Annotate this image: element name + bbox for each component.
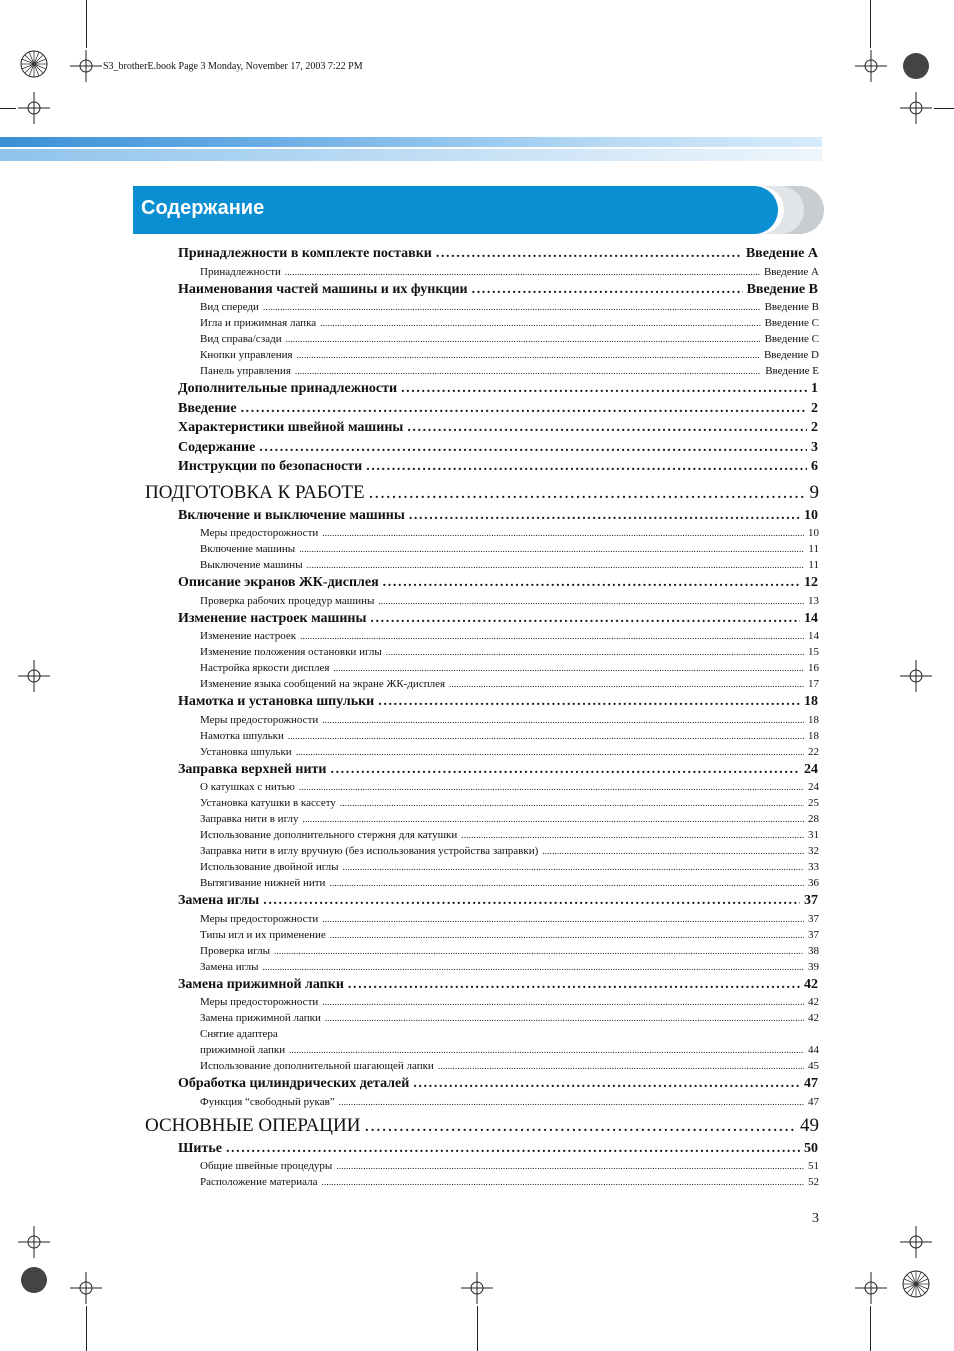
toc-leader-dots bbox=[409, 506, 800, 526]
header-band bbox=[0, 137, 822, 161]
toc-leader-dots bbox=[340, 795, 804, 811]
toc-entry[interactable] bbox=[200, 299, 819, 315]
toc-title: Включение и выключение машины bbox=[178, 507, 405, 523]
toc-title: Выключение машины bbox=[200, 559, 303, 571]
toc-title: Установка катушки в кассету bbox=[200, 797, 336, 809]
toc-page: 22 bbox=[808, 745, 819, 758]
toc-page: 3 bbox=[811, 439, 818, 455]
toc-leader-dots bbox=[339, 1094, 804, 1110]
toc-page: 42 bbox=[808, 1012, 819, 1024]
toc-section[interactable] bbox=[178, 244, 819, 264]
toc-entry[interactable] bbox=[200, 676, 819, 692]
toc-leader-dots bbox=[333, 660, 804, 676]
toc-entry[interactable] bbox=[200, 1010, 819, 1026]
toc-page: 51 bbox=[808, 1160, 819, 1172]
toc-leader-dots bbox=[322, 911, 804, 927]
crosshair-mark-icon bbox=[855, 50, 887, 82]
toc-section[interactable] bbox=[178, 891, 819, 911]
registration-mark-icon bbox=[18, 48, 50, 80]
toc-entry[interactable] bbox=[200, 331, 819, 347]
toc-title: Панель управления bbox=[200, 365, 291, 377]
toc-title: Меры предосторожности bbox=[200, 713, 319, 726]
toc-page: 50 bbox=[804, 1140, 818, 1156]
toc-title: Содержание bbox=[178, 439, 256, 455]
toc-entry[interactable] bbox=[200, 811, 819, 827]
title-decoration bbox=[760, 186, 824, 234]
toc-title: Игла и прижимная лапка bbox=[200, 317, 317, 329]
toc-title: Шитье bbox=[178, 1140, 222, 1156]
toc-page: Введение B bbox=[746, 281, 818, 297]
toc-page: Введение C bbox=[764, 317, 819, 329]
toc-leader-dots bbox=[296, 744, 804, 760]
crop-line bbox=[477, 1306, 478, 1351]
toc-entry[interactable] bbox=[200, 728, 819, 744]
toc-title: Намотка и установка шпульки bbox=[178, 694, 375, 709]
toc-title: Принадлежности в комплекте поставки bbox=[178, 246, 432, 261]
toc-entry[interactable] bbox=[200, 557, 819, 573]
toc-leader-dots bbox=[322, 1174, 805, 1190]
toc-section[interactable] bbox=[178, 609, 819, 629]
toc-title: Изменение положения остановки иглы bbox=[200, 646, 382, 658]
toc-entry[interactable] bbox=[200, 1174, 819, 1190]
toc-title: Меры предосторожности bbox=[200, 912, 319, 925]
toc-entry[interactable] bbox=[200, 911, 819, 927]
toc-page: 9 bbox=[809, 481, 819, 503]
toc-page: 2 bbox=[811, 400, 818, 416]
toc-leader-dots bbox=[299, 541, 804, 557]
toc-leader-dots bbox=[336, 1158, 804, 1174]
toc-leader-dots bbox=[449, 676, 804, 692]
toc-leader-dots bbox=[289, 1042, 804, 1058]
toc-entry[interactable] bbox=[200, 525, 819, 541]
toc-entry[interactable] bbox=[200, 644, 819, 660]
toc-leader-dots bbox=[413, 1074, 800, 1094]
toc-leader-dots bbox=[307, 557, 805, 573]
toc-section[interactable] bbox=[178, 457, 819, 477]
toc-leader-dots bbox=[297, 347, 760, 363]
toc-section[interactable] bbox=[178, 1139, 819, 1159]
crosshair-mark-icon bbox=[900, 92, 932, 124]
toc-entry[interactable] bbox=[200, 943, 819, 959]
toc-entry[interactable] bbox=[200, 593, 819, 609]
toc-page: 44 bbox=[808, 1044, 819, 1056]
toc-title: Вид справа/сзади bbox=[200, 333, 282, 345]
toc-page: 28 bbox=[808, 813, 819, 825]
toc-title: Установка шпульки bbox=[200, 745, 292, 758]
toc-page: 18 bbox=[808, 713, 819, 726]
toc-leader-dots bbox=[330, 760, 800, 780]
toc-section[interactable] bbox=[178, 280, 819, 300]
toc-title: ОСНОВНЫЕ ОПЕРАЦИИ bbox=[145, 1114, 361, 1136]
toc-title: Кнопки управления bbox=[200, 349, 293, 361]
toc-entry[interactable] bbox=[200, 264, 819, 280]
toc-title: О катушках с нитью bbox=[200, 781, 295, 793]
toc-page: 32 bbox=[808, 845, 819, 857]
crop-line bbox=[934, 108, 954, 109]
toc-page: 11 bbox=[808, 543, 819, 555]
toc-page: 49 bbox=[800, 1114, 819, 1136]
crop-line bbox=[870, 1306, 871, 1351]
toc-entry[interactable] bbox=[200, 744, 819, 760]
toc-page: Введение E bbox=[765, 365, 819, 377]
toc-entry[interactable] bbox=[200, 795, 819, 811]
toc-leader-dots bbox=[348, 975, 800, 995]
toc-page: 18 bbox=[808, 729, 819, 742]
toc-leader-dots bbox=[274, 943, 804, 959]
toc-leader-dots bbox=[226, 1139, 800, 1159]
toc-leader-dots bbox=[330, 927, 804, 943]
table-of-contents bbox=[145, 244, 819, 1190]
toc-page: 16 bbox=[808, 662, 819, 674]
toc-title: Включение машины bbox=[200, 543, 296, 555]
toc-entry[interactable] bbox=[200, 712, 819, 728]
toc-page: 37 bbox=[808, 928, 819, 941]
toc-section[interactable] bbox=[178, 399, 819, 419]
toc-entry[interactable] bbox=[200, 628, 819, 644]
toc-leader-dots bbox=[343, 859, 804, 875]
crosshair-mark-icon bbox=[70, 50, 102, 82]
toc-page: 47 bbox=[804, 1076, 818, 1091]
toc-page: 24 bbox=[808, 781, 819, 793]
toc-title: Наименования частей машины и их функции bbox=[178, 281, 468, 297]
toc-page: 31 bbox=[808, 829, 819, 841]
toc-page: 10 bbox=[808, 527, 819, 539]
toc-leader-dots bbox=[299, 779, 804, 795]
toc-title: Замена иглы bbox=[178, 893, 260, 908]
toc-page: Введение A bbox=[745, 246, 818, 261]
crosshair-mark-icon bbox=[461, 1272, 493, 1304]
toc-page: 1 bbox=[811, 381, 818, 396]
toc-leader-dots bbox=[329, 875, 804, 891]
toc-title: Инструкции по безопасности bbox=[178, 459, 363, 474]
toc-page: 18 bbox=[804, 694, 818, 709]
toc-title: Заправка верхней нити bbox=[178, 761, 327, 777]
toc-title: Изменение настроек bbox=[200, 630, 297, 642]
toc-title: Функция “свободный рукав” bbox=[200, 1095, 335, 1108]
toc-leader-dots bbox=[407, 418, 807, 438]
toc-entry[interactable] bbox=[200, 927, 819, 943]
toc-page: 13 bbox=[808, 594, 819, 607]
toc-page: 39 bbox=[808, 960, 819, 973]
toc-page: 2 bbox=[811, 420, 818, 435]
registration-dot-icon bbox=[18, 1264, 50, 1296]
toc-page: 24 bbox=[804, 761, 818, 777]
toc-title: Принадлежности bbox=[200, 265, 281, 278]
toc-page: 45 bbox=[808, 1060, 819, 1072]
toc-page: 6 bbox=[811, 459, 818, 474]
toc-leader-dots bbox=[322, 994, 804, 1010]
toc-page: 25 bbox=[808, 797, 819, 809]
toc-entry[interactable] bbox=[200, 827, 819, 843]
registration-mark-icon bbox=[900, 1268, 932, 1300]
toc-section[interactable] bbox=[178, 418, 819, 438]
toc-page: 11 bbox=[808, 559, 819, 571]
toc-leader-dots bbox=[263, 299, 761, 315]
crosshair-mark-icon bbox=[900, 660, 932, 692]
toc-leader-dots bbox=[262, 959, 804, 975]
toc-page: 10 bbox=[804, 507, 818, 523]
toc-entry[interactable] bbox=[200, 1058, 819, 1074]
toc-title: Проверка иглы bbox=[200, 944, 270, 957]
toc-leader-dots bbox=[295, 363, 761, 379]
toc-title: Вытягивание нижней нити bbox=[200, 877, 326, 889]
toc-section[interactable] bbox=[178, 1074, 819, 1094]
toc-page: 37 bbox=[804, 893, 818, 908]
toc-entry[interactable] bbox=[200, 1026, 819, 1042]
toc-section[interactable] bbox=[178, 379, 819, 399]
toc-title: прижимной лапки bbox=[200, 1044, 286, 1056]
toc-leader-dots bbox=[383, 573, 800, 593]
toc-entry[interactable] bbox=[200, 1158, 819, 1174]
crop-line bbox=[86, 0, 87, 48]
toc-title: Настройка яркости дисплея bbox=[200, 662, 330, 674]
toc-leader-dots bbox=[285, 264, 760, 280]
toc-title: Использование дополнительной шагающей лапки bbox=[200, 1060, 434, 1072]
toc-page: 12 bbox=[804, 575, 818, 590]
crosshair-mark-icon bbox=[900, 1226, 932, 1258]
toc-page: 36 bbox=[808, 877, 819, 889]
crosshair-mark-icon bbox=[70, 1272, 102, 1304]
toc-entry[interactable] bbox=[200, 1094, 819, 1110]
toc-title: Вид спереди bbox=[200, 301, 259, 313]
toc-leader-dots bbox=[401, 379, 807, 399]
toc-leader-dots bbox=[322, 712, 804, 728]
toc-section[interactable] bbox=[178, 975, 819, 995]
toc-section[interactable] bbox=[178, 573, 819, 593]
toc-section[interactable] bbox=[178, 760, 819, 780]
toc-leader-dots bbox=[472, 280, 743, 300]
crosshair-mark-icon bbox=[855, 1272, 887, 1304]
toc-section[interactable] bbox=[178, 506, 819, 526]
toc-leader-dots bbox=[438, 1058, 804, 1074]
toc-page: Введение D bbox=[763, 349, 819, 361]
toc-title: Обработка цилиндрических деталей bbox=[178, 1076, 410, 1091]
toc-title: Расположение материала bbox=[200, 1176, 318, 1188]
crosshair-mark-icon bbox=[18, 1226, 50, 1258]
toc-leader-dots bbox=[263, 891, 800, 911]
toc-leader-dots bbox=[378, 593, 804, 609]
toc-entry[interactable] bbox=[200, 541, 819, 557]
toc-title: Заправка нити в иглу вручную (без использования устройства заправки) bbox=[200, 845, 539, 857]
crop-line bbox=[86, 1306, 87, 1351]
toc-page: 14 bbox=[804, 610, 818, 626]
toc-leader-dots bbox=[322, 525, 804, 541]
toc-page: 42 bbox=[808, 996, 819, 1008]
toc-leader-dots bbox=[300, 628, 804, 644]
toc-title: Использование дополнительного стержня для катушки bbox=[200, 829, 458, 841]
toc-page: 42 bbox=[804, 976, 818, 992]
toc-leader-dots bbox=[378, 692, 800, 712]
toc-page: 15 bbox=[808, 646, 819, 658]
toc-title: Изменение языка сообщений на экране ЖК-дисплея bbox=[200, 678, 446, 690]
toc-title: Заправка нити в иглу bbox=[200, 813, 299, 825]
toc-title: Замена прижимной лапки bbox=[200, 1012, 321, 1024]
toc-page: 47 bbox=[808, 1095, 819, 1108]
toc-title: Снятие адаптера bbox=[200, 1028, 278, 1040]
toc-part[interactable] bbox=[145, 479, 819, 506]
toc-page: 52 bbox=[808, 1176, 819, 1188]
toc-page: Введение C bbox=[764, 333, 819, 345]
toc-leader-dots bbox=[303, 811, 804, 827]
toc-leader-dots bbox=[436, 244, 742, 264]
toc-entry[interactable] bbox=[200, 994, 819, 1010]
toc-leader-dots bbox=[288, 728, 804, 744]
toc-page: 17 bbox=[808, 678, 819, 690]
toc-leader-dots bbox=[241, 399, 807, 419]
toc-leader-dots bbox=[366, 457, 807, 477]
toc-title: Меры предосторожности bbox=[200, 527, 319, 539]
toc-part[interactable] bbox=[145, 1112, 819, 1139]
toc-title: Меры предосторожности bbox=[200, 996, 319, 1008]
toc-title: Характеристики швейной машины bbox=[178, 420, 404, 435]
toc-page: Введение B bbox=[764, 301, 819, 313]
toc-title: Описание экранов ЖК-дисплея bbox=[178, 575, 379, 590]
toc-title: Использование двойной иглы bbox=[200, 861, 339, 873]
toc-leader-dots bbox=[320, 315, 760, 331]
toc-title: Общие швейные процедуры bbox=[200, 1160, 333, 1172]
crop-line bbox=[870, 0, 871, 48]
toc-page: 38 bbox=[808, 944, 819, 957]
registration-dot-icon bbox=[900, 50, 932, 82]
toc-entry[interactable] bbox=[200, 347, 819, 363]
toc-title: Типы игл и их применение bbox=[200, 928, 326, 941]
toc-page: 14 bbox=[808, 630, 819, 642]
toc-section[interactable] bbox=[178, 438, 819, 458]
page-title: Содержание bbox=[141, 197, 265, 219]
crop-line bbox=[0, 108, 16, 109]
toc-title: Замена иглы bbox=[200, 960, 259, 973]
toc-entry[interactable] bbox=[200, 843, 819, 859]
toc-leader-dots bbox=[370, 609, 800, 629]
toc-entry[interactable] bbox=[200, 660, 819, 676]
toc-leader-dots bbox=[386, 644, 804, 660]
toc-title: Проверка рабочих процедур машины bbox=[200, 594, 375, 607]
toc-leader-dots bbox=[542, 843, 804, 859]
toc-entry[interactable] bbox=[200, 875, 819, 891]
toc-entry[interactable] bbox=[200, 779, 819, 795]
toc-entry[interactable] bbox=[200, 315, 819, 331]
toc-page: 33 bbox=[808, 861, 819, 873]
toc-title: Изменение настроек машины bbox=[178, 610, 367, 626]
toc-leader-dots bbox=[259, 438, 807, 458]
file-header-line: S3_brotherE.book Page 3 Monday, November 17, 2003 7:22 PM bbox=[103, 61, 363, 72]
page-number: 3 bbox=[812, 1211, 819, 1226]
toc-entry[interactable] bbox=[200, 1042, 819, 1058]
toc-title: Дополнительные принадлежности bbox=[178, 381, 398, 396]
toc-section[interactable] bbox=[178, 692, 819, 712]
toc-leader-dots bbox=[461, 827, 804, 843]
toc-title: Замена прижимной лапки bbox=[178, 976, 344, 992]
crosshair-mark-icon bbox=[18, 92, 50, 124]
toc-leader-dots bbox=[369, 479, 806, 506]
toc-entry[interactable] bbox=[200, 959, 819, 975]
crosshair-mark-icon bbox=[18, 660, 50, 692]
toc-entry[interactable] bbox=[200, 859, 819, 875]
toc-leader-dots bbox=[286, 331, 761, 347]
toc-title: Намотка шпульки bbox=[200, 729, 284, 742]
section-title-bar bbox=[133, 186, 778, 234]
toc-leader-dots bbox=[325, 1010, 804, 1026]
toc-entry[interactable] bbox=[200, 363, 819, 379]
toc-page: 37 bbox=[808, 912, 819, 925]
toc-page: Введение A bbox=[763, 265, 819, 278]
toc-title: Введение bbox=[178, 400, 237, 416]
toc-leader-dots bbox=[364, 1112, 796, 1139]
toc-title: ПОДГОТОВКА К РАБОТЕ bbox=[145, 481, 365, 503]
